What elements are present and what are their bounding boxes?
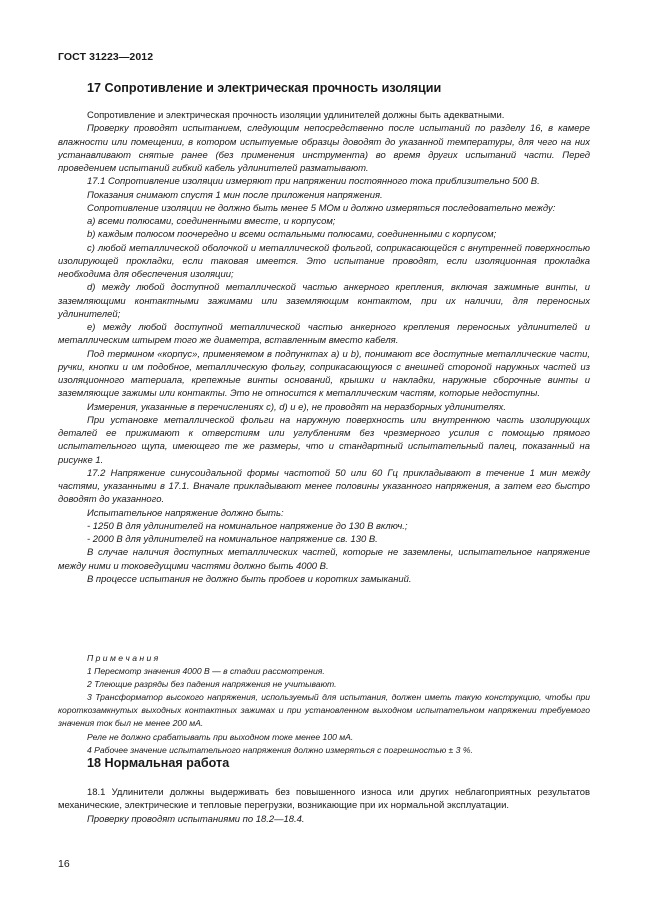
note-item: 4 Рабочее значение испытательного напряжения должно измеряться с погрешностью ± 3 %. [87,744,473,755]
paragraph: Проверку проводят испытанием, следующим непосредственно после испытаний по разделу 16, в камере влажности или помещении, в котором испытуемые образцы доводят до указанной температуры, для чего на них устанавливают снятые ранее (без применения инструмента) во время других испытаний части. Перед проведением испытаний гибкий кабель удлинителей разматывают. [58,123,590,174]
paragraph: В случае наличия доступных металлических частей, которые не заземлены, испытательное напряжение между ними и токоведущими частями должно быть 4000 В. [58,547,590,572]
list-item-d: d) между любой доступной металлической частью анкерного крепления, включая зажимные винты, и заземляющими контактными зажимами или заземляющим контактом, при их наличии, для переносных удлинителей; [58,282,590,320]
page-number: 16 [58,858,70,870]
list-item-b: b) каждым полюсом поочередно и всеми остальными полюсами, соединенными с корпусом; [87,229,497,241]
clause-17-2: 17.2 Напряжение синусоидальной формы частотой 50 или 60 Гц прикладывают в течение 1 мин между частями, указанными в 17.1. Вначале прикладывают менее половины указанного напряжения, а затем его быстро доводят до указанного. [58,467,590,506]
section-18-body [58,786,590,826]
section-17-title: 17 Сопротивление и электрическая прочность изоляции [87,81,442,95]
paragraph: Измерения, указанные в перечислениях c), d) и e), не проводят на неразборных удлинителях. [87,401,507,413]
clause-17-1: 17.1 Сопротивление изоляции измеряют при напряжении постоянного тока приблизительно 500 В. [87,176,540,188]
section-18-title: 18 Нормальная работа [87,756,230,770]
clause-18-1: 18.1 Удлинители должны выдерживать без повышенного износа или других неблагоприятных результатов механические, электрические и тепловые перегрузки, возникающие при их нормальной эксплуатации. [58,787,590,812]
paragraph: Под термином «корпус», применяемом в подпунктах a) и b), понимают все доступные металлические части, ручки, кнопки и им подобное, металлическую фольгу, соприкасающуюся с внешней стороной наружных частей из изоляционного материала, крепежные винты оснований, крышки и накладки, наружные сборочные винты и заземляющие зажимы или контакты. Это не относится к металлическим частям, которые недоступны. [58,348,590,400]
paragraph: Показания снимают спустя 1 мин после приложения напряжения. [87,189,383,201]
section-17-body [58,109,590,586]
list-item: - 1250 В для удлинителей на номинальное напряжение до 130 В включ.; [87,520,408,532]
paragraph: В процессе испытания не должно быть пробоев и коротких замыканий. [87,573,412,585]
note-item: 3 Трансформатор высокого напряжения, используемый для испытания, должен иметь такую конструкцию, чтобы при короткозамкнутых выходных контактных зажимах и при установленном выходном испытательном напряжении требуемого значения ток был не менее 200 мА. [58,692,590,729]
notes-block [58,652,590,757]
list-item-a: a) всеми полюсами, соединенными вместе, и корпусом; [87,216,336,227]
paragraph: Сопротивление и электрическая прочность изоляции удлинителей должны быть адекватными. [87,110,505,121]
note-item: Реле не должно срабатывать при выходном токе менее 100 мА. [87,731,354,742]
paragraph: При установке металлической фольги на наружную поверхность или внутреннюю часть изолирующих деталей ее прижимают к отверстиям или углублениям без чрезмерного усилия с помощью прямого испытательного щупа, имеющего те же размеры, что и стандартный испытательный палец, показанный на рисунке 1. [58,414,590,466]
list-item: - 2000 В для удлинителей на номинальное напряжение св. 130 В. [87,534,378,545]
list-item-c: c) любой металлической оболочкой и металлической фольгой, соприкасающейся с внутренней поверхностью изолирующей прокладки, если таковая имеется. Это испытание проводят, если изоляционная прокладка необходима для обеспечения изоляции; [58,242,590,280]
document-header: ГОСТ 31223—2012 [58,51,154,63]
notes-title: П р и м е ч а н и я [87,653,159,663]
paragraph: Испытательное напряжение должно быть: [87,507,284,519]
list-item-e: e) между любой доступной металлической частью анкерного крепления переносных удлинителей и металлическим штырем того же диаметра, вставленным вместо кабеля. [58,322,590,347]
paragraph: Сопротивление изоляции не должно быть менее 5 МОм и должно измеряться последовательно между: [87,202,556,214]
note-item: 2 Тлеющие разряды без падения напряжения не учитывают. [87,679,337,690]
note-item: 1 Пересмотр значения 4000 В — в стадии рассмотрения. [87,666,325,677]
paragraph: Проверку проводят испытаниями по 18.2—18.4. [87,813,305,825]
